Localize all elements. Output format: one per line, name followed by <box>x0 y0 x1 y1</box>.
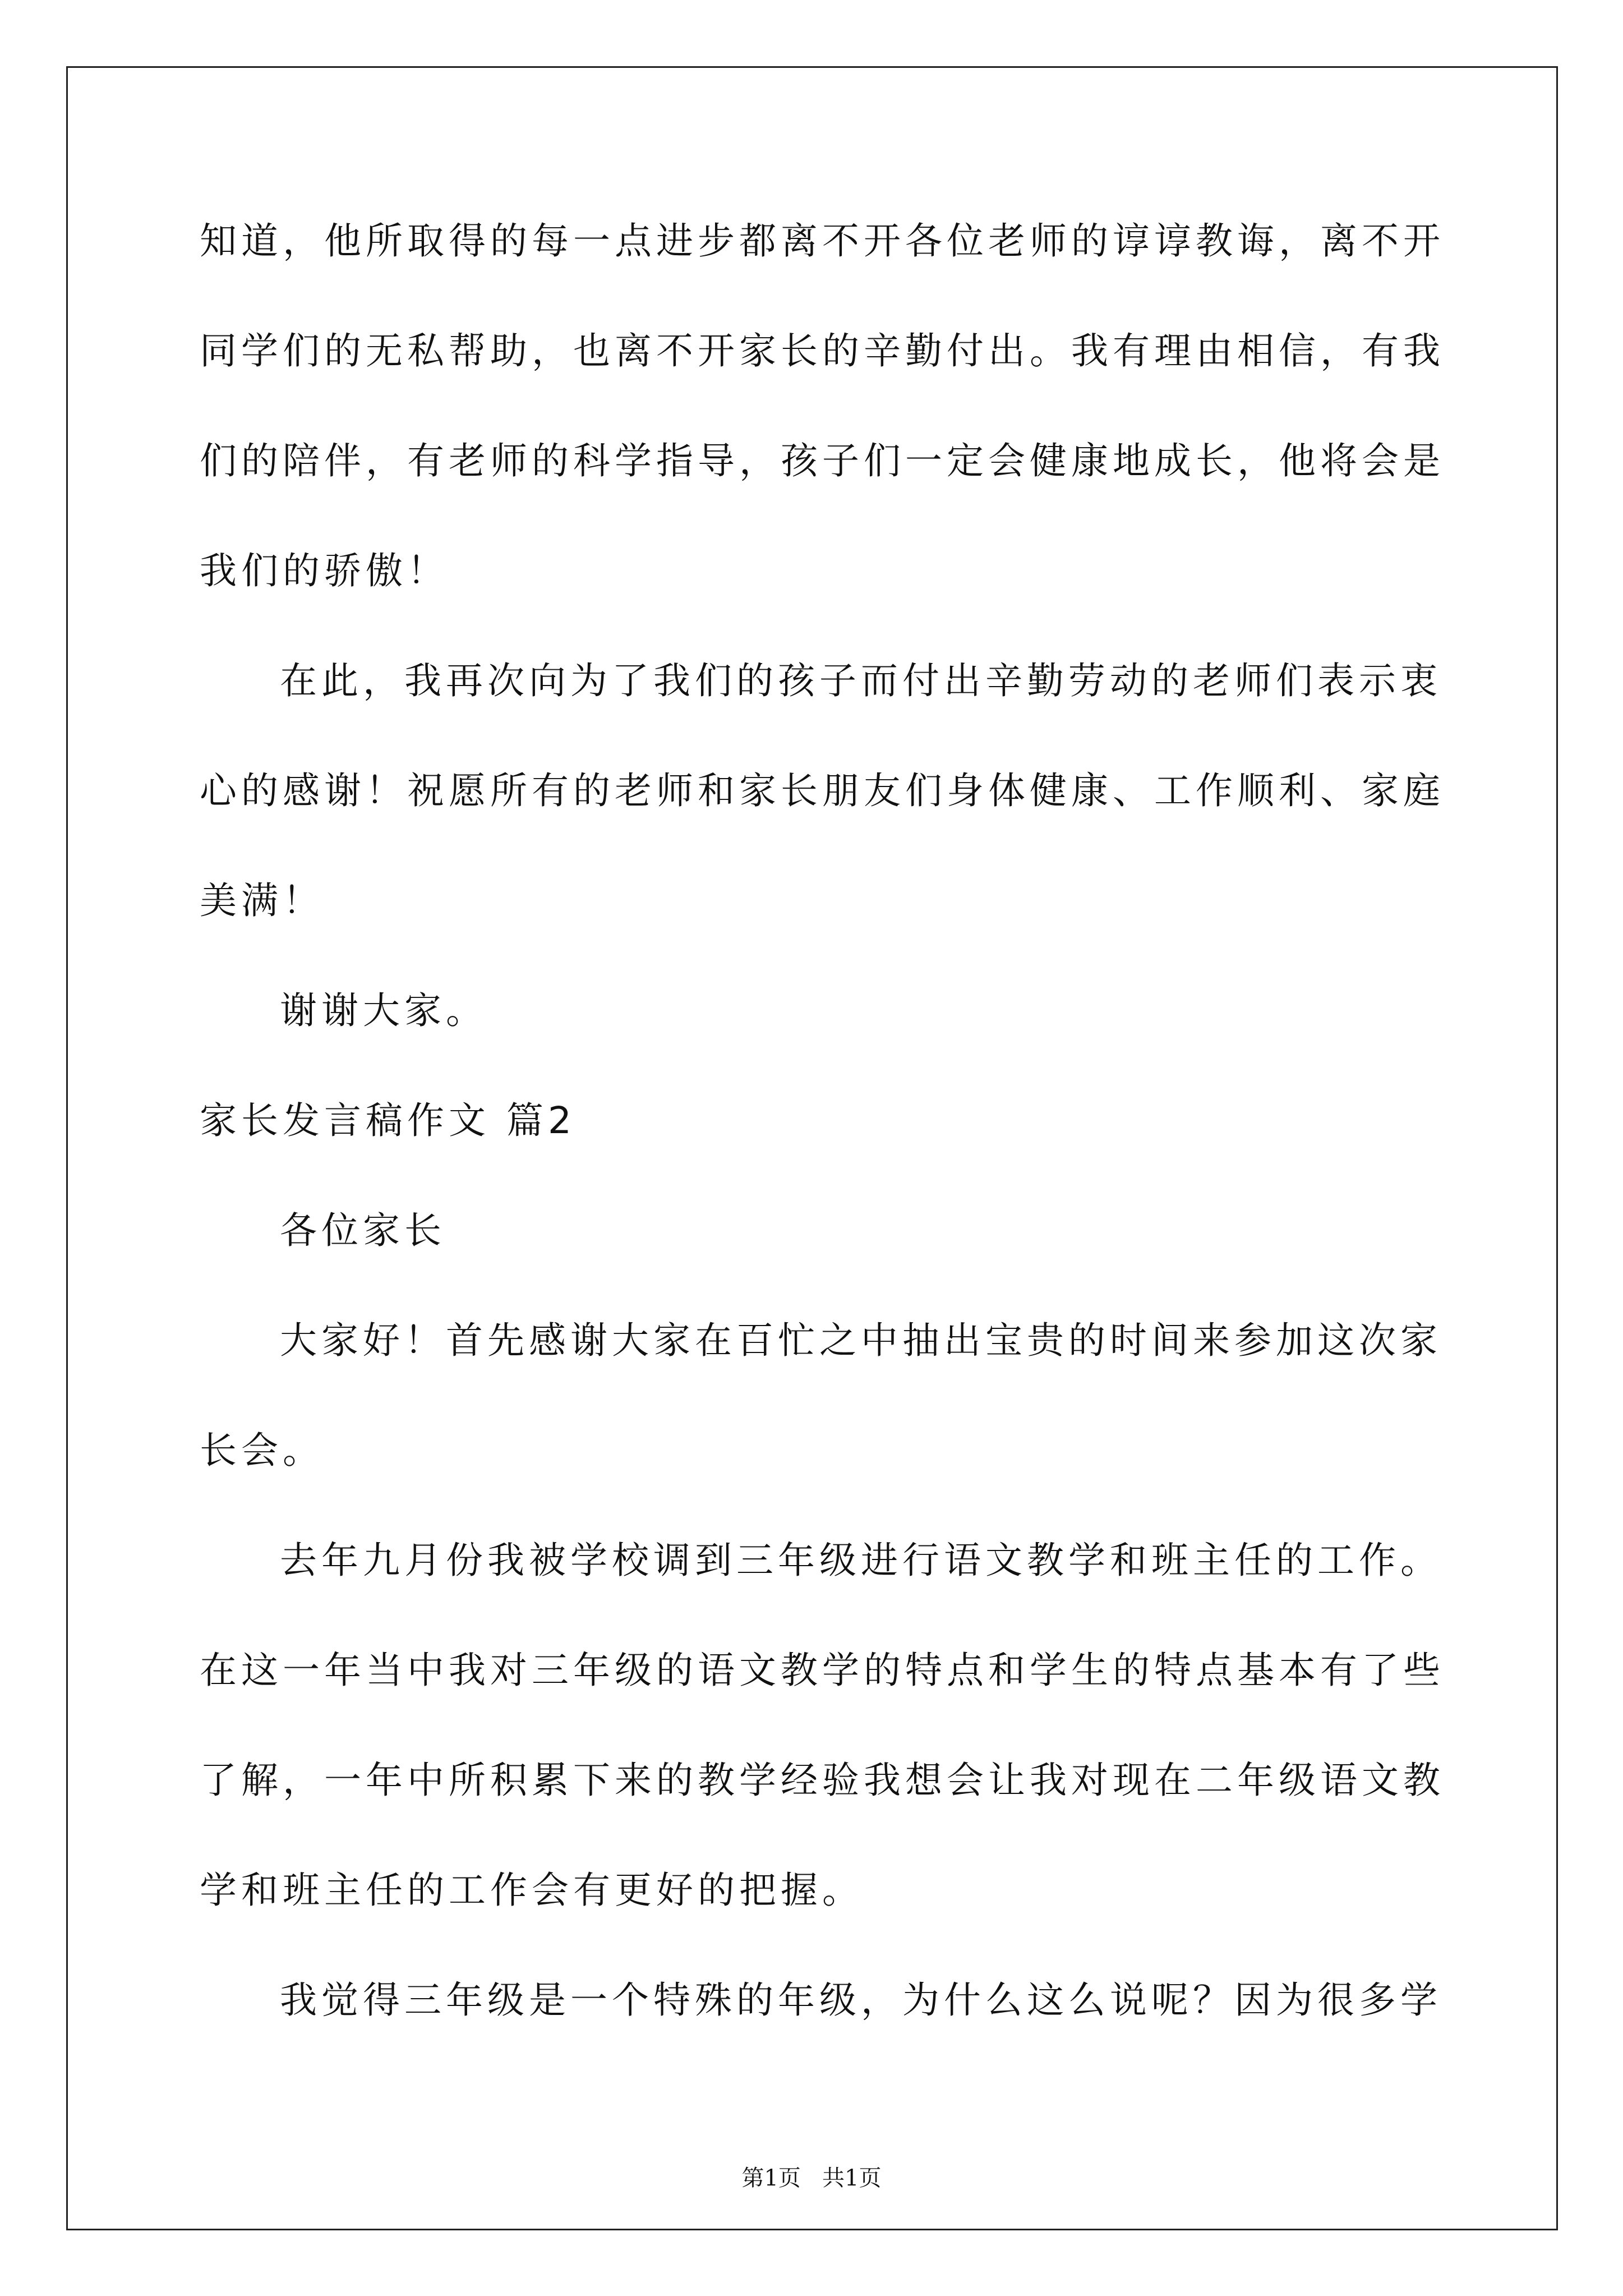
paragraph-line: 长会。 <box>200 1429 324 1472</box>
paragraph-line: 大家好！首先感谢大家在百忙之中抽出宝贵的时间来参加这次家 <box>280 1319 1442 1362</box>
paragraph-line: 美满！ <box>200 879 324 922</box>
salutation: 各位家长 <box>280 1209 446 1252</box>
paragraph-line: 在此，我再次向为了我们的孩子而付出辛勤劳动的老师们表示衷 <box>280 659 1442 702</box>
paragraph-line: 心的感谢！祝愿所有的老师和家长朋友们身体健康、工作顺利、家庭 <box>200 769 1445 812</box>
paragraph-line: 学和班主任的工作会有更好的把握。 <box>200 1869 864 1912</box>
section-heading: 家长发言稿作文 篇2 <box>200 1099 576 1142</box>
paragraph-line: 在这一年当中我对三年级的语文教学的特点和学生的特点基本有了些 <box>200 1649 1445 1692</box>
paragraph-line: 谢谢大家。 <box>280 989 487 1032</box>
paragraph-line: 同学们的无私帮助，也离不开家长的辛勤付出。我有理由相信，有我 <box>200 329 1445 372</box>
page-footer: 第1页 共1页 <box>741 2165 882 2191</box>
paragraph-line: 我觉得三年级是一个特殊的年级，为什么这么说呢？因为很多学 <box>280 1978 1442 2022</box>
paragraph-line: 知道，他所取得的每一点进步都离不开各位老师的谆谆教诲，离不开 <box>200 219 1445 263</box>
paragraph-line: 去年九月份我被学校调到三年级进行语文教学和班主任的工作。 <box>280 1539 1442 1582</box>
paragraph-line: 我们的骄傲！ <box>200 549 449 592</box>
paragraph-line: 了解，一年中所积累下来的教学经验我想会让我对现在二年级语文教 <box>200 1759 1445 1802</box>
paragraph-line: 们的陪伴，有老师的科学指导，孩子们一定会健康地成长，他将会是 <box>200 439 1445 482</box>
